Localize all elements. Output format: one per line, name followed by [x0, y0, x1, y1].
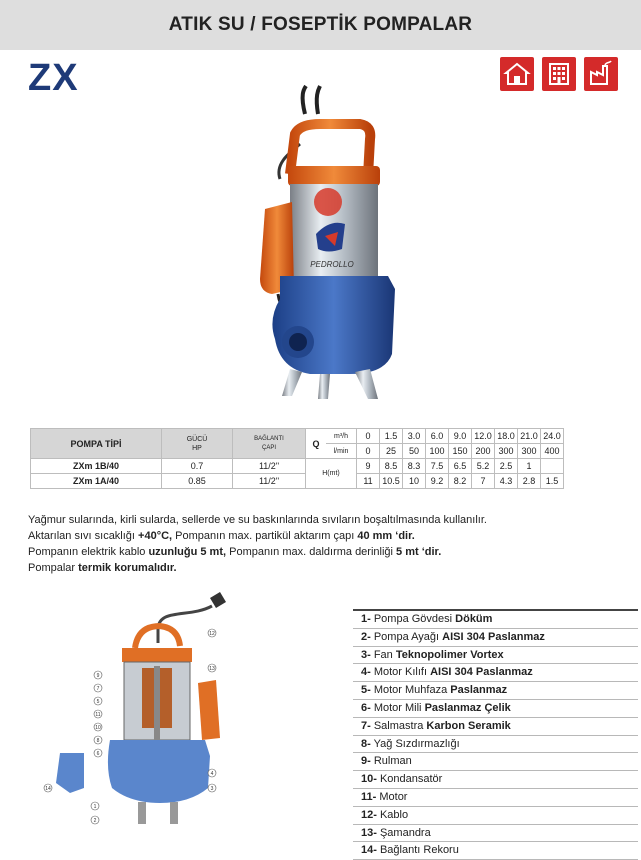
part-material: Paslanmaz Çelik [424, 701, 511, 714]
part-label: Kablo [376, 808, 409, 821]
cutaway-diagram [40, 588, 240, 838]
head-value: 10.5 [380, 474, 403, 489]
part-number: 3- [361, 648, 371, 661]
list-item [353, 753, 638, 771]
pump-connection: 11/2" [233, 474, 306, 489]
head-value: 9 [357, 459, 380, 474]
description-line [28, 544, 487, 560]
part-label: Kondansatör [376, 773, 443, 786]
part-material: Karbon Seramik [426, 719, 511, 732]
pump-model: ZXm 1A/40 [31, 474, 162, 489]
pump-connection: 11/2" [233, 459, 306, 474]
list-item [353, 647, 638, 665]
head-value: 2.5 [495, 459, 518, 474]
q-value: 21.0 [518, 429, 541, 444]
description-emphasis: +40°C, [138, 530, 173, 542]
q-lmin-value: 25 [380, 444, 403, 459]
q-lmin-value: 200 [472, 444, 495, 459]
callout-label: 1 [93, 804, 97, 810]
q-lmin-value: 100 [426, 444, 449, 459]
parts-list [353, 609, 638, 860]
description-emphasis: termik korumalıdır. [78, 562, 177, 574]
callout-label: 12 [209, 631, 215, 637]
list-item [353, 664, 638, 682]
description-line [28, 528, 487, 544]
part-number: 10- [361, 773, 377, 786]
application-icons [500, 57, 618, 91]
head-value: 6.5 [449, 459, 472, 474]
description-text: Yağmur sularında, kirli sularda, sellerde ve su baskınlarında sıvıların boşaltılmasında kullanılır. [28, 514, 487, 526]
q-unit-m3h: m³/h [326, 429, 357, 444]
description-text: Pompanın max. partikül aktarım çapı [172, 530, 358, 542]
part-label: Pompa Gövdesi [370, 613, 456, 625]
part-number: 13- [361, 826, 377, 839]
table-row [31, 459, 564, 474]
head-value: 5.2 [472, 459, 495, 474]
callout-label: 13 [209, 666, 215, 672]
description-text: Pompalar [28, 562, 79, 574]
description [28, 512, 487, 576]
h-label: H(mt) [306, 459, 357, 489]
head-value: 8.2 [449, 474, 472, 489]
description-emphasis: 5 mt ‘dir. [396, 546, 442, 558]
part-material: Döküm [455, 613, 493, 625]
page-header [0, 0, 641, 50]
part-label: Rulman [370, 755, 412, 768]
part-number: 11- [361, 790, 377, 803]
part-number: 14- [361, 844, 377, 857]
q-label: Q [306, 429, 327, 459]
q-lmin-value: 150 [449, 444, 472, 459]
part-label: Motor Mili [370, 701, 425, 714]
q-value: 0 [357, 429, 380, 444]
model-name: ZX [28, 57, 79, 99]
list-item [353, 611, 638, 629]
connection-unit: ÇAPI [261, 444, 276, 451]
description-emphasis: uzunluğu 5 mt, [148, 546, 227, 558]
head-value: 9.2 [426, 474, 449, 489]
power-header [162, 429, 233, 459]
head-value: 2.8 [518, 474, 541, 489]
q-lmin-value: 300 [518, 444, 541, 459]
pump-photo [220, 84, 430, 414]
house-icon [500, 57, 534, 91]
q-value: 6.0 [426, 429, 449, 444]
part-number: 8- [361, 737, 371, 750]
head-value: 11 [357, 474, 380, 489]
head-value: 4.3 [495, 474, 518, 489]
page-title: ATIK SU / FOSEPTİK POMPALAR [168, 14, 473, 35]
factory-icon [584, 57, 618, 91]
part-number: 7- [361, 719, 371, 732]
part-material: Paslanmaz [450, 684, 508, 697]
list-item [353, 789, 638, 807]
part-label: Yağ Sızdırmazlığı [370, 737, 460, 750]
head-value [541, 459, 564, 474]
list-item [353, 807, 638, 825]
part-label: Fan [370, 648, 396, 661]
performance-table [30, 428, 564, 489]
part-number: 9- [361, 755, 371, 768]
part-number: 4- [361, 666, 371, 679]
head-value: 8.5 [380, 459, 403, 474]
power-unit: HP [192, 444, 202, 452]
description-text: Aktarılan sıvı sıcaklığı [28, 530, 139, 542]
description-line [28, 512, 487, 528]
q-lmin-value: 400 [541, 444, 564, 459]
part-label: Motor [376, 790, 408, 803]
pump-type-header: POMPA TİPİ [31, 429, 162, 459]
list-item [353, 771, 638, 789]
list-item [353, 629, 638, 647]
part-label: Motor Kılıfı [370, 666, 431, 679]
callout-label: 2 [93, 818, 97, 824]
part-number: 12- [361, 808, 377, 821]
pump-power: 0.7 [162, 459, 233, 474]
list-item [353, 682, 638, 700]
list-item [353, 842, 638, 860]
part-label: Motor Muhfaza [370, 684, 451, 697]
callout-label: 9 [96, 673, 100, 679]
connection-label: BAĞLANTI [254, 435, 284, 442]
part-label: Şamandra [376, 826, 431, 839]
q-value: 18.0 [495, 429, 518, 444]
connection-header [233, 429, 306, 459]
pump-model: ZXm 1B/40 [31, 459, 162, 474]
q-value: 9.0 [449, 429, 472, 444]
part-label: Pompa Ayağı [370, 630, 443, 643]
pump-brand: PEDROLLO [310, 260, 354, 269]
power-label: GÜCÜ [186, 435, 208, 443]
q-value: 1.5 [380, 429, 403, 444]
callout-label: 4 [210, 771, 214, 777]
list-item [353, 718, 638, 736]
callout-label: 10 [95, 725, 101, 731]
head-value: 1 [518, 459, 541, 474]
head-value: 10 [403, 474, 426, 489]
head-value: 1.5 [541, 474, 564, 489]
q-value: 24.0 [541, 429, 564, 444]
q-lmin-value: 0 [357, 444, 380, 459]
q-unit-lmin: l/min [326, 444, 357, 459]
description-emphasis: 40 mm ‘dir. [357, 530, 415, 542]
callout-label: 14 [45, 786, 51, 792]
q-value: 3.0 [403, 429, 426, 444]
q-value: 12.0 [472, 429, 495, 444]
description-text: Pompanın elektrik kablo [28, 546, 149, 558]
part-material: AISI 304 Paslanmaz [430, 666, 533, 679]
callout-label: 6 [96, 751, 100, 757]
part-label: Bağlantı Rekoru [376, 844, 459, 857]
q-lmin-value: 300 [495, 444, 518, 459]
building-icon [542, 57, 576, 91]
part-label: Salmastra [370, 719, 427, 732]
head-value: 8.3 [403, 459, 426, 474]
part-number: 6- [361, 701, 371, 714]
list-item [353, 700, 638, 718]
pump-power: 0.85 [162, 474, 233, 489]
description-line [28, 560, 487, 576]
callout-label: 5 [96, 699, 100, 705]
head-value: 7 [472, 474, 495, 489]
description-text: Pompanın max. daldırma derinliği [226, 546, 397, 558]
part-material: AISI 304 Paslanmaz [442, 630, 545, 643]
callout-label: 11 [95, 712, 101, 718]
table-row [31, 474, 564, 489]
callout-label: 3 [210, 786, 214, 792]
part-number: 2- [361, 630, 371, 643]
list-item [353, 736, 638, 754]
head-value: 7.5 [426, 459, 449, 474]
callout-label: 7 [96, 686, 100, 692]
part-material: Teknopolimer Vortex [395, 648, 504, 661]
part-number: 1- [361, 613, 371, 625]
part-number: 5- [361, 684, 371, 697]
q-lmin-value: 50 [403, 444, 426, 459]
callout-label: 8 [96, 738, 100, 744]
list-item [353, 825, 638, 843]
